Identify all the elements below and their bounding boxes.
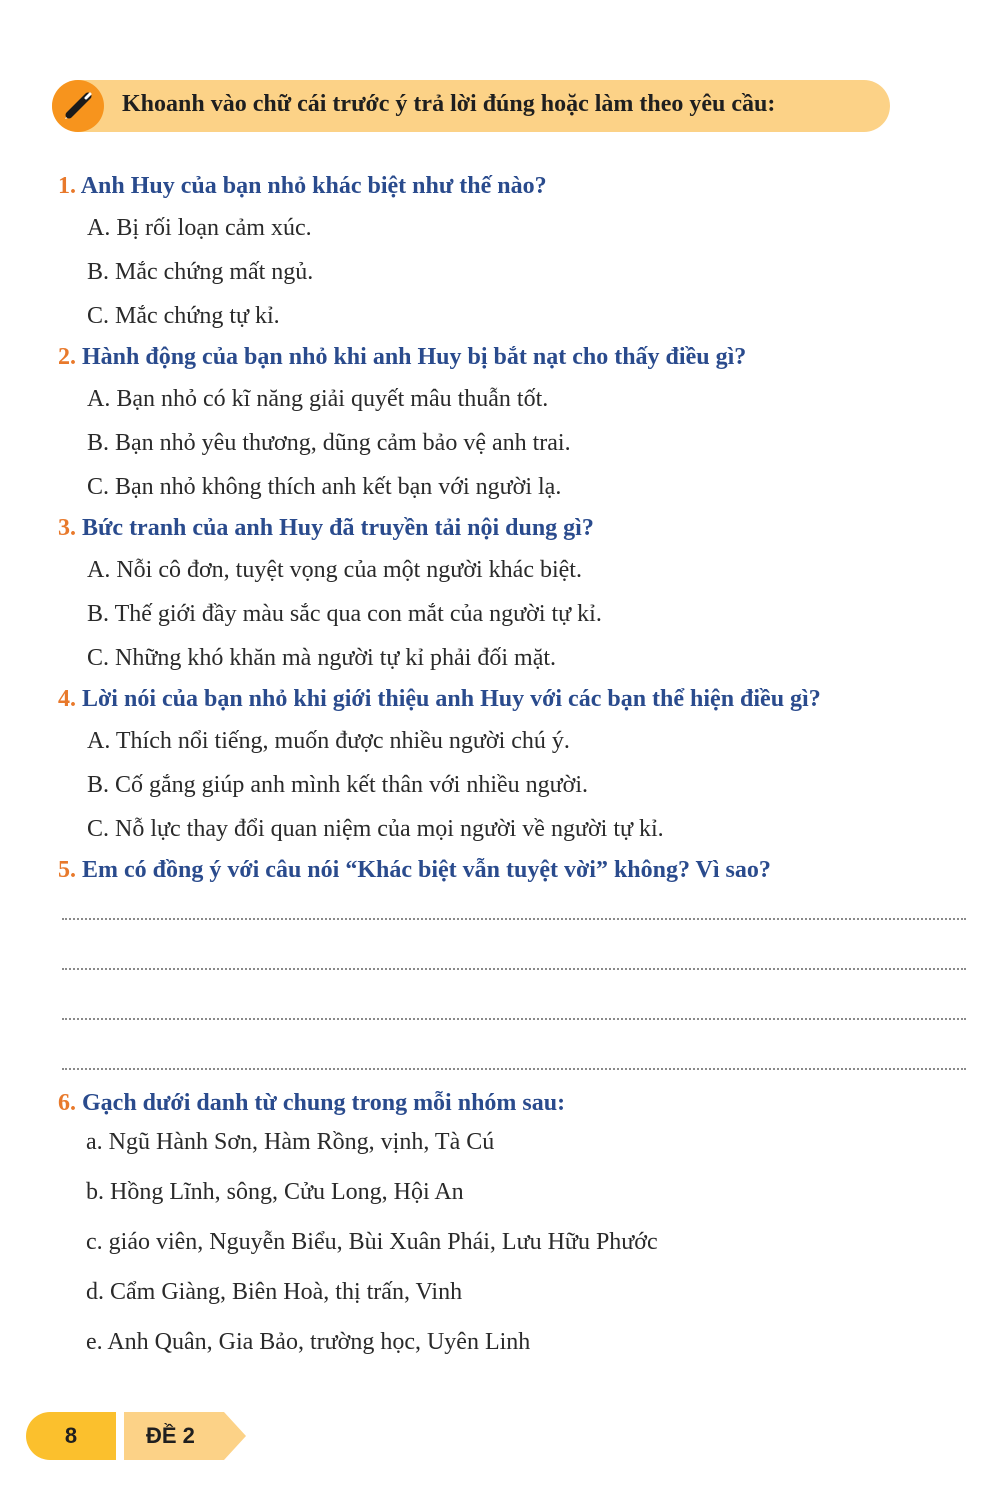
option-4c[interactable]: C. Nỗ lực thay đổi quan niệm của mọi người về người tự kỉ. (87, 816, 664, 842)
answer-line[interactable] (62, 1018, 966, 1020)
question-number: 6. (58, 1090, 76, 1116)
page-number: 8 (64, 1423, 78, 1448)
question-4 (58, 686, 821, 713)
question-1 (58, 173, 547, 200)
question-text: Bức tranh của anh Huy đã truyền tải nội dung gì? (82, 515, 594, 541)
option-3b[interactable]: B. Thế giới đầy màu sắc qua con mắt của người tự kỉ. (87, 601, 602, 627)
option-4a[interactable]: A. Thích nổi tiếng, muốn được nhiều người chú ý. (87, 728, 570, 754)
option-2c[interactable]: C. Bạn nhỏ không thích anh kết bạn với người lạ. (87, 474, 562, 500)
noun-group-c[interactable]: c. giáo viên, Nguyễn Biểu, Bùi Xuân Phái, Lưu Hữu Phước (86, 1229, 658, 1255)
option-2b[interactable]: B. Bạn nhỏ yêu thương, dũng cảm bảo vệ anh trai. (87, 430, 571, 456)
page-number-badge (26, 1412, 116, 1460)
option-1b[interactable]: B. Mắc chứng mất ngủ. (87, 259, 314, 285)
option-4b[interactable]: B. Cố gắng giúp anh mình kết thân với nhiều người. (87, 772, 589, 798)
noun-group-d[interactable]: d. Cẩm Giàng, Biên Hoà, thị trấn, Vinh (86, 1279, 463, 1305)
question-number: 4. (58, 686, 76, 712)
question-number: 2. (58, 344, 76, 370)
option-1c[interactable]: C. Mắc chứng tự kỉ. (87, 303, 280, 329)
question-text: Em có đồng ý với câu nói “Khác biệt vẫn tuyệt vời” không? Vì sao? (82, 857, 771, 883)
question-text: Lời nói của bạn nhỏ khi giới thiệu anh Huy với các bạn thể hiện điều gì? (82, 686, 821, 712)
option-1a[interactable]: A. Bị rối loạn cảm xúc. (87, 215, 312, 241)
noun-group-a[interactable]: a. Ngũ Hành Sơn, Hàm Rồng, vịnh, Tà Cú (86, 1129, 495, 1155)
answer-line[interactable] (62, 1068, 966, 1070)
option-2a[interactable]: A. Bạn nhỏ có kĩ năng giải quyết mâu thuẫn tốt. (87, 386, 549, 412)
pen-icon (52, 80, 104, 132)
question-6 (58, 1090, 565, 1117)
instruction-text: Khoanh vào chữ cái trước ý trả lời đúng hoặc làm theo yêu cầu: (122, 91, 776, 117)
question-number: 1. (58, 173, 76, 199)
question-2 (58, 344, 746, 371)
question-5 (58, 857, 771, 884)
answer-line[interactable] (62, 918, 966, 920)
noun-group-e[interactable]: e. Anh Quân, Gia Bảo, trường học, Uyên Linh (86, 1329, 531, 1355)
question-number: 3. (58, 515, 76, 541)
question-number: 5. (58, 857, 76, 883)
question-text: Hành động của bạn nhỏ khi anh Huy bị bắt nạt cho thấy điều gì? (82, 344, 747, 370)
answer-line[interactable] (62, 968, 966, 970)
noun-group-b[interactable]: b. Hồng Lĩnh, sông, Cửu Long, Hội An (86, 1179, 464, 1205)
question-text: Gạch dưới danh từ chung trong mỗi nhóm sau: (82, 1090, 566, 1116)
question-text: Anh Huy của bạn nhỏ khác biệt như thế nào? (80, 173, 547, 199)
question-3 (58, 515, 594, 542)
section-label: ĐỀ 2 (146, 1423, 195, 1448)
option-3a[interactable]: A. Nỗi cô đơn, tuyệt vọng của một người khác biệt. (87, 557, 582, 583)
option-3c[interactable]: C. Những khó khăn mà người tự kỉ phải đối mặt. (87, 645, 557, 671)
section-tag (124, 1412, 246, 1460)
